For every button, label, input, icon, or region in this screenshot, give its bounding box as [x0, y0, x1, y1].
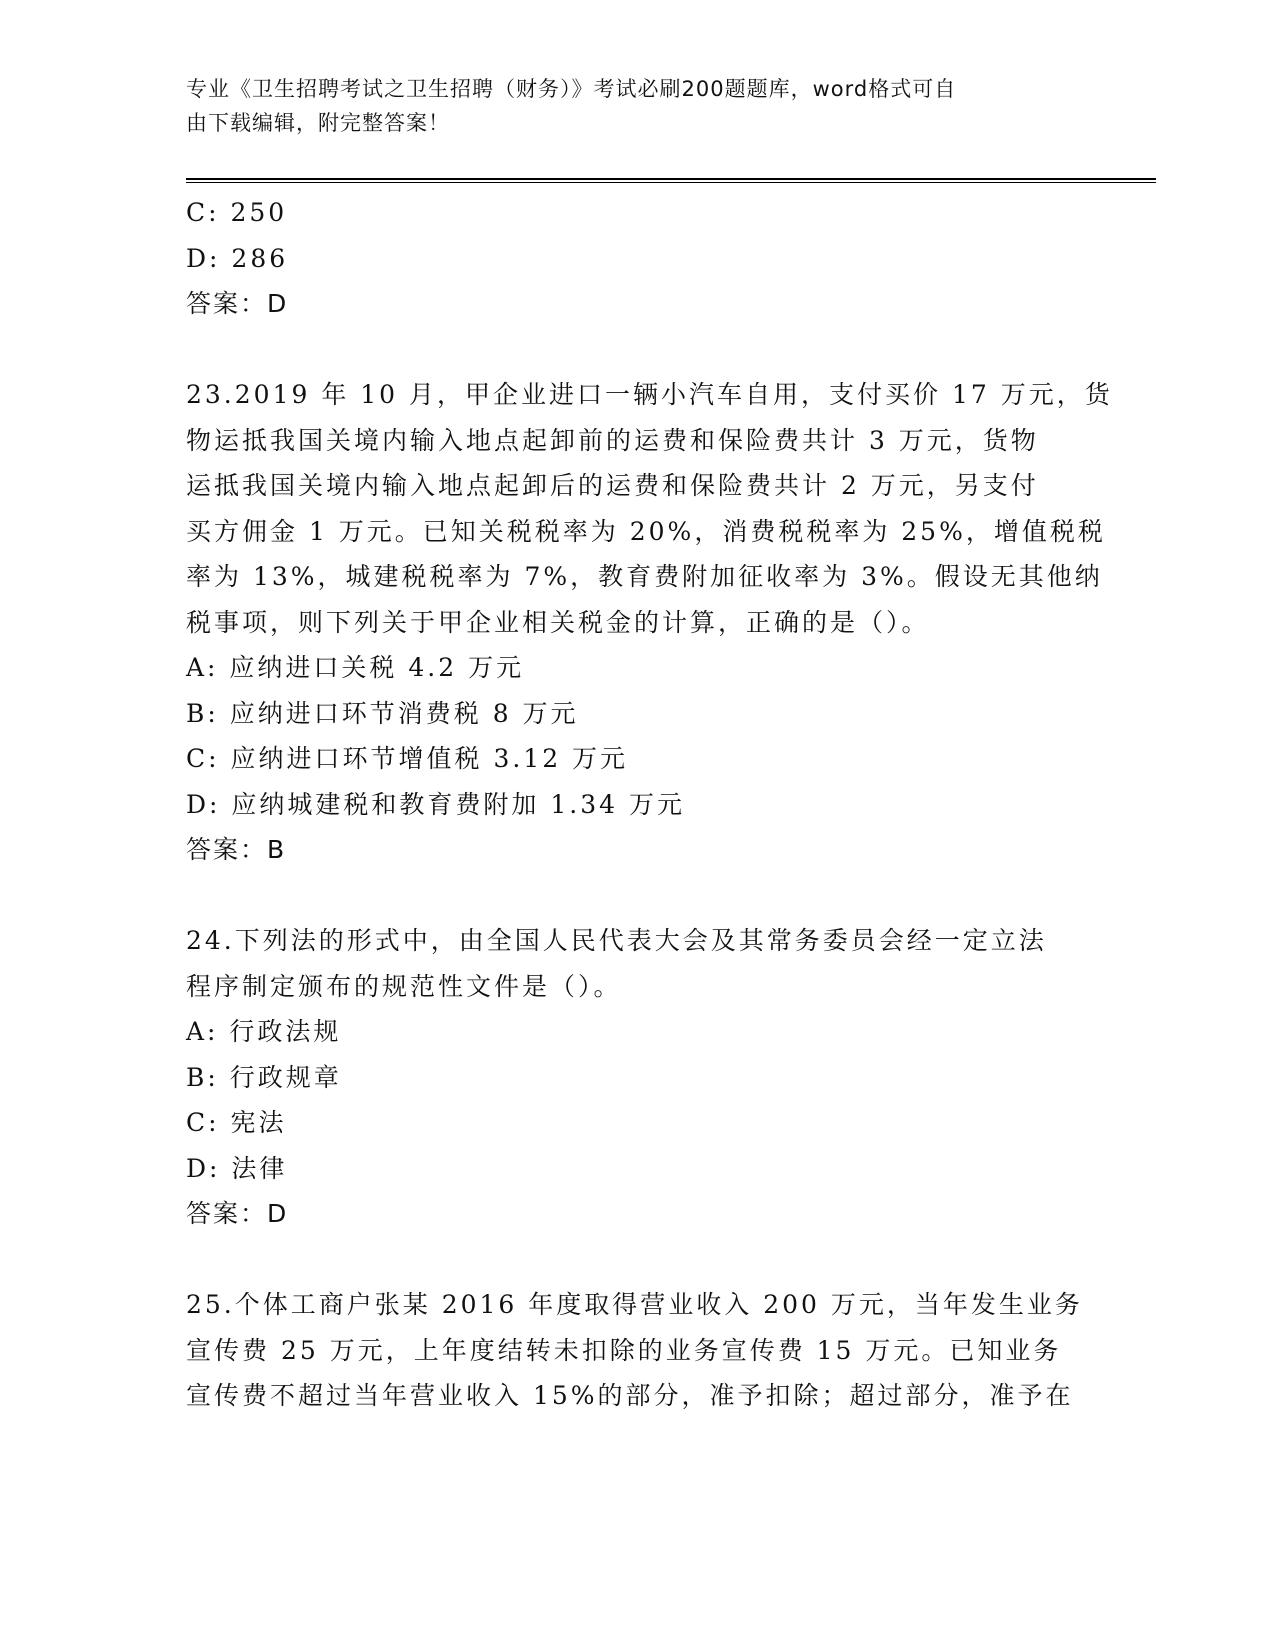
option-b: B: 行政规章 [186, 1062, 342, 1092]
option-c: C: 应纳进口环节增值税 3.12 万元 [186, 744, 629, 773]
question-stem-line: 宣传费 25 万元，上年度结转未扣除的业务宣传费 15 万元。已知业务 [186, 1335, 1062, 1365]
question-24 [186, 918, 1086, 1237]
option-a: A: 应纳进口关税 4.2 万元 [186, 653, 525, 682]
option-a: A: 行政法规 [186, 1017, 342, 1046]
question-stem-line: 程序制定颁布的规范性文件是（）。 [186, 971, 622, 1001]
question-stem-line: 运抵我国关境内输入地点起卸后的运费和保险费共计 2 万元，另支付 [186, 471, 1039, 500]
question-stem-line: 物运抵我国关境内输入地点起卸前的运费和保险费共计 3 万元，货物 [186, 425, 1039, 455]
question-stem-line: 率为 13%，城建税税率为 7%，教育费附加征收率为 3%。假设无其他纳 [186, 562, 1103, 591]
option-c: C: 250 [186, 198, 288, 227]
header-divider-thin [186, 182, 1156, 183]
question-stem-line: 税事项，则下列关于甲企业相关税金的计算，正确的是（）。 [186, 607, 930, 637]
document-body [186, 190, 1113, 1419]
question-stem-line: 24.下列法的形式中，由全国人民代表大会及其常务委员会经一定立法 [186, 926, 1047, 955]
question-stem-line: 宣传费不超过当年营业收入 15%的部分，准予扣除；超过部分，准予在 [186, 1381, 1074, 1410]
question-stem-line: 买方佣金 1 万元。已知关税税率为 20%，消费税税率为 25%，增值税税 [186, 516, 1106, 546]
question-23 [186, 372, 1113, 873]
option-b: B: 应纳进口环节消费税 8 万元 [186, 698, 579, 728]
header-divider-thick [186, 178, 1156, 180]
header-line-2: 由下载编辑，附完整答案！ [186, 111, 450, 135]
question-22-tail [186, 190, 1086, 327]
option-d: D: 应纳城建税和教育费附加 1.34 万元 [186, 789, 685, 819]
answer-label: 答案：D [186, 289, 289, 318]
answer-label: 答案：D [186, 1199, 289, 1228]
question-stem-line: 23.2019 年 10 月，甲企业进口一辆小汽车自用，支付买价 17 万元，货 [186, 380, 1113, 409]
question-25 [186, 1282, 1086, 1419]
question-stem-line: 25.个体工商户张某 2016 年度取得营业收入 200 万元，当年发生业务 [186, 1290, 1083, 1319]
answer-label: 答案：B [186, 835, 287, 864]
header-line-1: 专业《卫生招聘考试之卫生招聘（财务）》考试必刷200题题库，word格式可自 [186, 77, 957, 101]
option-d: D: 286 [186, 243, 289, 273]
document-header [186, 72, 1066, 140]
option-d: D: 法律 [186, 1153, 288, 1183]
option-c: C: 宪法 [186, 1108, 287, 1137]
